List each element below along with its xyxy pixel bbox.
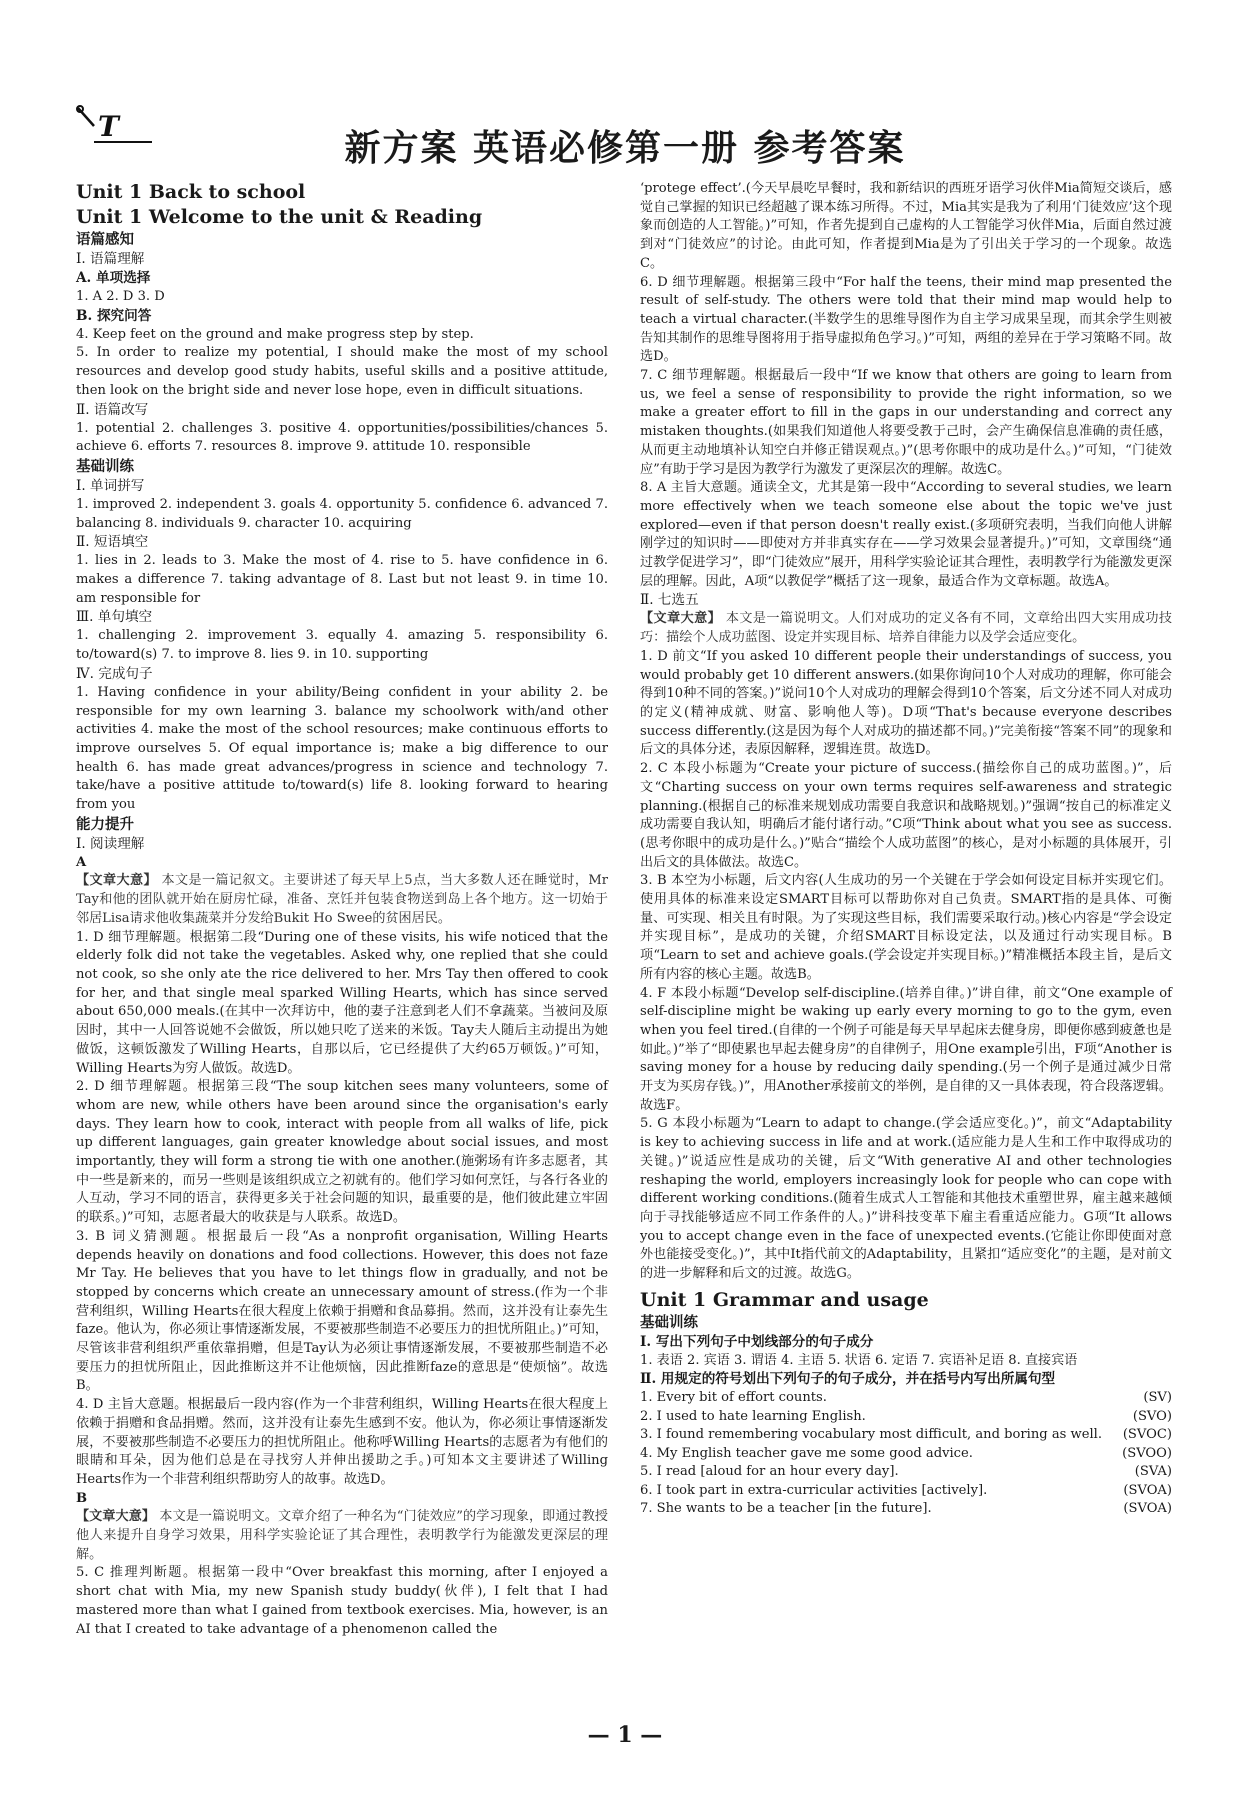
sentence-row: [640, 1426, 1172, 1445]
passage-label: B: [76, 1490, 88, 1506]
answer-paragraph: 7. C 细节理解题。根据最后一段中“If we know that others are going to learn from us, we feel a sense of responsibility to provide the right information, so we make a greater effort to fill in the gaps in our understanding and correct any mistaken thoughts.(如果我们知道他人将要受教于己时，会产生确保信息准确的责任感，从而更主动地填补认知空白并修正错误观点。)”(思考你眼中的成功是什么。)”可知，“门徒效应”有助于学习是因为教学行为激发了更深层次的理解。故选C。: [640, 368, 1172, 477]
answer-paragraph: 5. In order to realize my potential, I should make the most of my school resources and develop good study habits, useful skills and a positive attitude, then look on the bright side and never lose hope, even in difficult situations.: [76, 345, 608, 398]
grammar-section-heading: 基础训练: [640, 1314, 698, 1331]
answer-paragraph: 2. D 细节理解题。根据第三段“The soup kitchen sees many volunteers, some of whom are new, while others have been around since the organisation's early days. They learn how to cook, interact with people from all walks of life, pick up different languages, gain greater knowledge about social issues, and most importantly, they will form a strong tie with one another.(施粥场有许多志愿者，其中一些是新来的，而另一些则是该组织成立之初就有的。他们学习如何烹饪，与各行各业的人互动，学习不同的语言，获得更多关于社会问题的知识，最重要的是，他们彼此建立牢固的联系。)”可知，志愿者最大的收获是与人联系。故选D。: [76, 1079, 608, 1226]
page-number: — 1 —: [587, 1722, 663, 1748]
subsection-heading: Ⅳ. 完成句子: [76, 665, 153, 682]
sentence-pattern: (SVOA): [1123, 1501, 1172, 1517]
summary-text: 本文是一篇说明文。文章介绍了一种名为“门徒效应”的学习现象，即通过教授他人来提升自身学习效果，用科学实验论证了其合理性，表明教学行为能激发更深层的理解。: [76, 1509, 608, 1562]
answer-paragraph: 4. D 主旨大意题。根据最后一段内容(作为一个非营利组织，Willing Hearts在很大程度上依赖于捐赠和食品捐赠。然而，这并没有让泰先生感到不安。他认为，你必须让事情逐渐发展，不要被那些制造不必要压力的担忧所阻止。他称呼Willing Hearts的志愿者为有他们的眼睛和耳朵，因为他们总是在寻找穷人并伸出援助之手。)可知本文主要讲述了Willing Hearts作为一个非营利组织帮助穷人的故事。故选D。: [76, 1397, 608, 1487]
answer-paragraph: 3. B 词义猜测题。根据最后一段“As a nonprofit organisation, Willing Hearts depends heavily on donations and food collections. However, this does not faze Mr Tay. He believes that you have to let things flow in gradually, and not be stopped by concerns which create an unnecessary amount of stress.(作为一个非营利组织，Willing Hearts在很大程度上依赖于捐赠和食品募捐。然而，这并没有让泰先生faze。他认为，你必须让事情逐渐发展，不要被那些制造不必要压力的担忧所阻止。)”可知，尽管该非营利组织严重依靠捐赠，但是Tay认为必须让事情逐渐发展，不要被那些制造不必要压力的担忧所阻止，因此推断这并不让他烦恼，因此推断faze的意思是“使烦恼”。故选B。: [76, 1228, 608, 1394]
section-heading: 能力提升: [76, 816, 134, 833]
subsection-heading: Ⅰ. 语篇理解: [76, 251, 145, 267]
left-column: [76, 180, 608, 1639]
right-column: [640, 180, 1172, 1519]
subsection-heading: Ⅱ. 短语填空: [76, 534, 149, 551]
subsection-heading: Ⅱ. 语篇改写: [76, 401, 149, 418]
left-answer-list: [76, 230, 608, 1639]
grammar-question-1: Ⅰ. 写出下列句子中划线部分的句子成分: [640, 1333, 874, 1350]
answer-paragraph: ‘protege effect’.(今天早晨吃早餐时，我和新结识的西班牙语学习伙伴Mia简短交谈后，感觉自己掌握的知识已经超越了课本练习所得。不过，Mia其实是我为了利用‘门徒效应’这个现象而创造的人工智能。)”可知，作者先提到自己虚构的人工智能学习伙伴Mia，后面自然过渡到对“门徒效应”的讨论。由此可知，作者提到Mia是为了引出关于学习的一个现象。故选C。: [640, 181, 1172, 271]
part-heading: B. 探究问答: [76, 307, 152, 324]
sentence-pattern: (SVA): [1134, 1464, 1172, 1480]
answer-paragraph: 1. D 前文“If you asked 10 different people their understandings of success, you would probably get 10 different answers.(如果你询问10个人对成功的理解，你可能会得到10种不同的答案。)”说问10个人对成功的理解会得到10个答案，后文分述不同人对成功的定义(精神成就、财富、影响他人等)。D项“That's because everyone describes success differently.(这是因为每个人对成功的描述都不同。)”完美衔接“答案不同”的现象和后文的具体分述，表原因解释，逻辑连贯。故选D。: [640, 648, 1172, 758]
subsection-heading: Ⅲ. 单句填空: [76, 609, 153, 626]
sentence-pattern: (SV): [1143, 1390, 1172, 1406]
answer-paragraph: 4. Keep feet on the ground and make progress step by step.: [76, 326, 474, 342]
answer-paragraph: 8. A 主旨大意题。通读全文，尤其是第一段中“According to several studies, we learn more effectively when we teach someone else about the topic we've just explored—even if that person doesn't really exist.(多项研究表明，当我们向他人讲解刚学过的知识时——即使对方并非真实存在——学习效果会显著提升。)”可知，文章围绕“通过教学促进学习”，即“门徒效应”展开，用科学实验论证其合理性，表明教学行为能激发更深层的理解。因此，A项“以教促学”概括了这一现象，最适合作为文章标题。故选A。: [640, 480, 1172, 589]
passage-summary: [640, 610, 1172, 647]
answer-paragraph: 1. improved 2. independent 3. goals 4. opportunity 5. confidence 6. advanced 7. balancing 8. individuals 9. character 10. acquiring: [76, 496, 608, 531]
answer-paragraph: 5. C 推理判断题。根据第一段中“Over breakfast this morning, after I enjoyed a short chat with Mia, my new Spanish study buddy(伙伴), I felt that I had mastered more than what I gained from textbook exercises. Mia, however, is an AI that I created to take advantage of a phenomenon called the: [76, 1565, 608, 1637]
sentence-row: [640, 1500, 1172, 1519]
sentence-text: 1. Every bit of effort counts.: [640, 1390, 827, 1406]
answer-paragraph: 1. Having confidence in your ability/Being confident in your ability 2. be responsible for my own learning 3. balance my schoolwork with/and other activities 4. make the most of the school resources; make continuous efforts to improve ourselves 5. Of equal importance is; make a big difference to our health 6. has made great advances/progress in science and technology 7. take/have a positive attitude to/toward(s) life 8. looking forward to hearing from you: [76, 684, 608, 813]
answer-paragraph: 1. lies in 2. leads to 3. Make the most of 4. rise to 5. have confidence in 6. makes a difference 7. taking advantage of 8. Last but not least 9. in time 10. am responsible for: [76, 553, 608, 606]
subsection-heading: Ⅱ. 七选五: [640, 592, 699, 609]
answer-paragraph: 1. challenging 2. improvement 3. equally 4. amazing 5. responsibility 6. to/toward(s) 7. to improve 8. lies 9. in 10. supporting: [76, 628, 608, 663]
answer-paragraph: 5. G 本段小标题为“Learn to adapt to change.(学会适应变化。)”，前文“Adaptability is key to achieving success in life and at work.(适应能力是人生和工作中取得成功的关键。)”说适应性是成功的关键，后文“With generative AI and other technologies reshaping the world, employers increasingly look for people who can cope with different working conditions.(随着生成式人工智能和其他技术重塑世界，雇主越来越倾向于寻找能够适应不同工作条件的人。)”讲科技变革下雇主看重适应能力。G项“It allows you to accept change even in the face of unexpected events.(它能让你即使面对意外也能接受变化。)”，其中It指代前文的Adaptability，且紧扣“适应变化”的主题，是对前文的进一步解释和后文的过渡。故选G。: [640, 1116, 1172, 1282]
answer-paragraph: 2. C 本段小标题为“Create your picture of success.(描绘你自己的成功蓝图。)”，后文“Charting success on your own terms requires self-awareness and strategic planning.(根据自己的标准来规划成功需要自我意识和战略规划。)”强调“按自己的标准定义成功需要自我认知，明确后才能付诸行动。”C项“Think about what you see as success.(思考你眼中的成功是什么。)”贴合“描绘个人成功蓝图”的核心，是对小标题的具体展开，引出后文的具体做法。故选C。: [640, 761, 1172, 870]
subsection-heading: Ⅰ. 单词拼写: [76, 477, 145, 494]
sentence-text: 6. I took part in extra-curricular activities [actively].: [640, 1482, 988, 1498]
svg-text:T: T: [98, 110, 119, 143]
summary-text: 本文是一篇说明文。人们对成功的定义各有不同，文章给出四大实用成功技巧：描绘个人成功蓝图、设定并实现目标、培养自律能力以及学会适应变化。: [640, 611, 1173, 646]
grammar-title: Unit 1 Grammar and usage: [640, 1288, 929, 1311]
sentence-pattern: (SVOA): [1123, 1482, 1172, 1498]
passage-summary: [76, 1508, 608, 1564]
part-heading: A. 单项选择: [76, 270, 151, 286]
answer-paragraph: 1. potential 2. challenges 3. positive 4. opportunities/possibilities/chances 5. achieve 6. efforts 7. resources 8. improve 9. attitude 10. responsible: [76, 420, 608, 455]
summary-tag: 【文章大意】: [76, 1509, 156, 1525]
answer-paragraph: 1. A 2. D 3. D: [76, 289, 165, 304]
answer-paragraph: 3. B 本空为小标题，后文内容(人生成功的另一个关键在于学会如何设定目标并实现它们。使用具体的标准来设定SMART目标可以帮助你对自己负责。SMART指的是具体、可衡量、可实现、相关且有时限。为了实现这些目标，我们需要采取行动。)核心内容是“学会设定并实现目标”，是成功的关键，介绍SMART目标设定法，以及通过行动实现目标。B项“Learn to set and achieve goals.(学会设定并实现目标。)”精准概括本段主旨，是后文所有内容的核心主题。故选B。: [640, 873, 1172, 982]
sentence-row: [640, 1408, 1172, 1427]
page-title: 新方案 英语必修第一册 参考答案: [344, 128, 906, 169]
sentence-row: [640, 1389, 1172, 1408]
sentence-pattern: (SVOC): [1122, 1427, 1172, 1443]
answer-paragraph: 1. D 细节理解题。根据第二段“During one of these visits, his wife noticed that the elderly folk did not take the vegetables. Asked why, one replied that she could not cook, so she only ate the rice delivered to her. Mrs Tay then offered to cook for her, and that single meal sparked Willing Hearts, which has since served about 650,000 meals.(在其中一次拜访中，他的妻子注意到老人们不拿蔬菜。当被问及原因时，其中一人回答说她不会做饭，所以她只吃了送来的米饭。Tay夫人随后主动提出为她做饭，这顿饭激发了Willing Hearts，自那以后，它已经提供了大约65万顿饭。)”可知，Willing Hearts为穷人做饭。故选D。: [76, 929, 608, 1076]
sentence-pattern: (SVO): [1132, 1408, 1172, 1424]
grammar-answer-1: 1. 表语 2. 宾语 3. 谓语 4. 主语 5. 状语 6. 定语 7. 宾语补足语 8. 直接宾语: [640, 1352, 1078, 1368]
sentence-text: 5. I read [aloud for an hour every day].: [640, 1464, 899, 1480]
sentence-row: [640, 1482, 1172, 1501]
section-heading: 基础训练: [76, 458, 134, 475]
unit-title: Unit 1 Back to school: [76, 181, 306, 203]
sentence-text: 2. I used to hate learning English.: [640, 1408, 866, 1424]
summary-text: 本文是一篇记叙文。主要讲述了每天早上5点，当大多数人还在睡觉时，Mr Tay和他的团队就开始在厨房忙碌，准备、烹饪并包装食物送到岛上各个地方。这一切始于邻居Lisa请求他收集蔬菜并分发给Bukit Ho Swee的贫困居民。: [76, 873, 608, 926]
passage-summary: [76, 872, 608, 928]
sentence-text: 3. I found remembering vocabulary most difficult, and boring as well.: [640, 1427, 1103, 1443]
sentence-row: [640, 1445, 1172, 1464]
sentence-row: [640, 1463, 1172, 1482]
subsection-heading: Ⅰ. 阅读理解: [76, 835, 145, 852]
grammar-question-2: Ⅱ. 用规定的符号划出下列句子的句子成分，并在括号内写出所属句型: [640, 1371, 1056, 1388]
unit-subtitle: Unit 1 Welcome to the unit & Reading: [76, 206, 483, 228]
passage-label: A: [76, 854, 87, 870]
sentence-text: 7. She wants to be a teacher [in the future].: [640, 1501, 932, 1517]
sentence-list: [640, 1389, 1172, 1519]
sentence-text: 4. My English teacher gave me some good advice.: [640, 1445, 973, 1461]
section-heading: 语篇感知: [76, 232, 134, 248]
right-answer-list: [640, 180, 1172, 1284]
sentence-pattern: (SVOO): [1122, 1445, 1172, 1461]
answer-paragraph: 6. D 细节理解题。根据第三段中“For half the teens, their mind map presented the result of self-study. The others were told that their mind map would help to teach a virtual character.(半数学生的思维导图作为自主学习成果呈现，而其余学生则被告知其制作的思维导图将用于指导虚拟角色学习。)”可知，两组的差异在于学习策略不同。故选D。: [640, 274, 1172, 365]
summary-tag: 【文章大意】: [640, 611, 722, 627]
summary-tag: 【文章大意】: [76, 873, 157, 889]
answer-paragraph: 4. F 本段小标题“Develop self-discipline.(培养自律。)”讲自律，前文“One example of self-discipline might be waking up early every morning to go to the gym, even when you feel tired.(自律的一个例子可能是每天早早起床去健身房，即便你感到疲惫也是如此。)”举了“即使累也早起去健身房”的自律例子，用One example引出，F项“Another is saving money for a house by reducing daily spending.(另一个例子是通过减少日常开支为买房存钱。)”，用Another承接前文的举例，是自律的又一具体表现，符合段落逻辑。故选F。: [640, 985, 1172, 1113]
